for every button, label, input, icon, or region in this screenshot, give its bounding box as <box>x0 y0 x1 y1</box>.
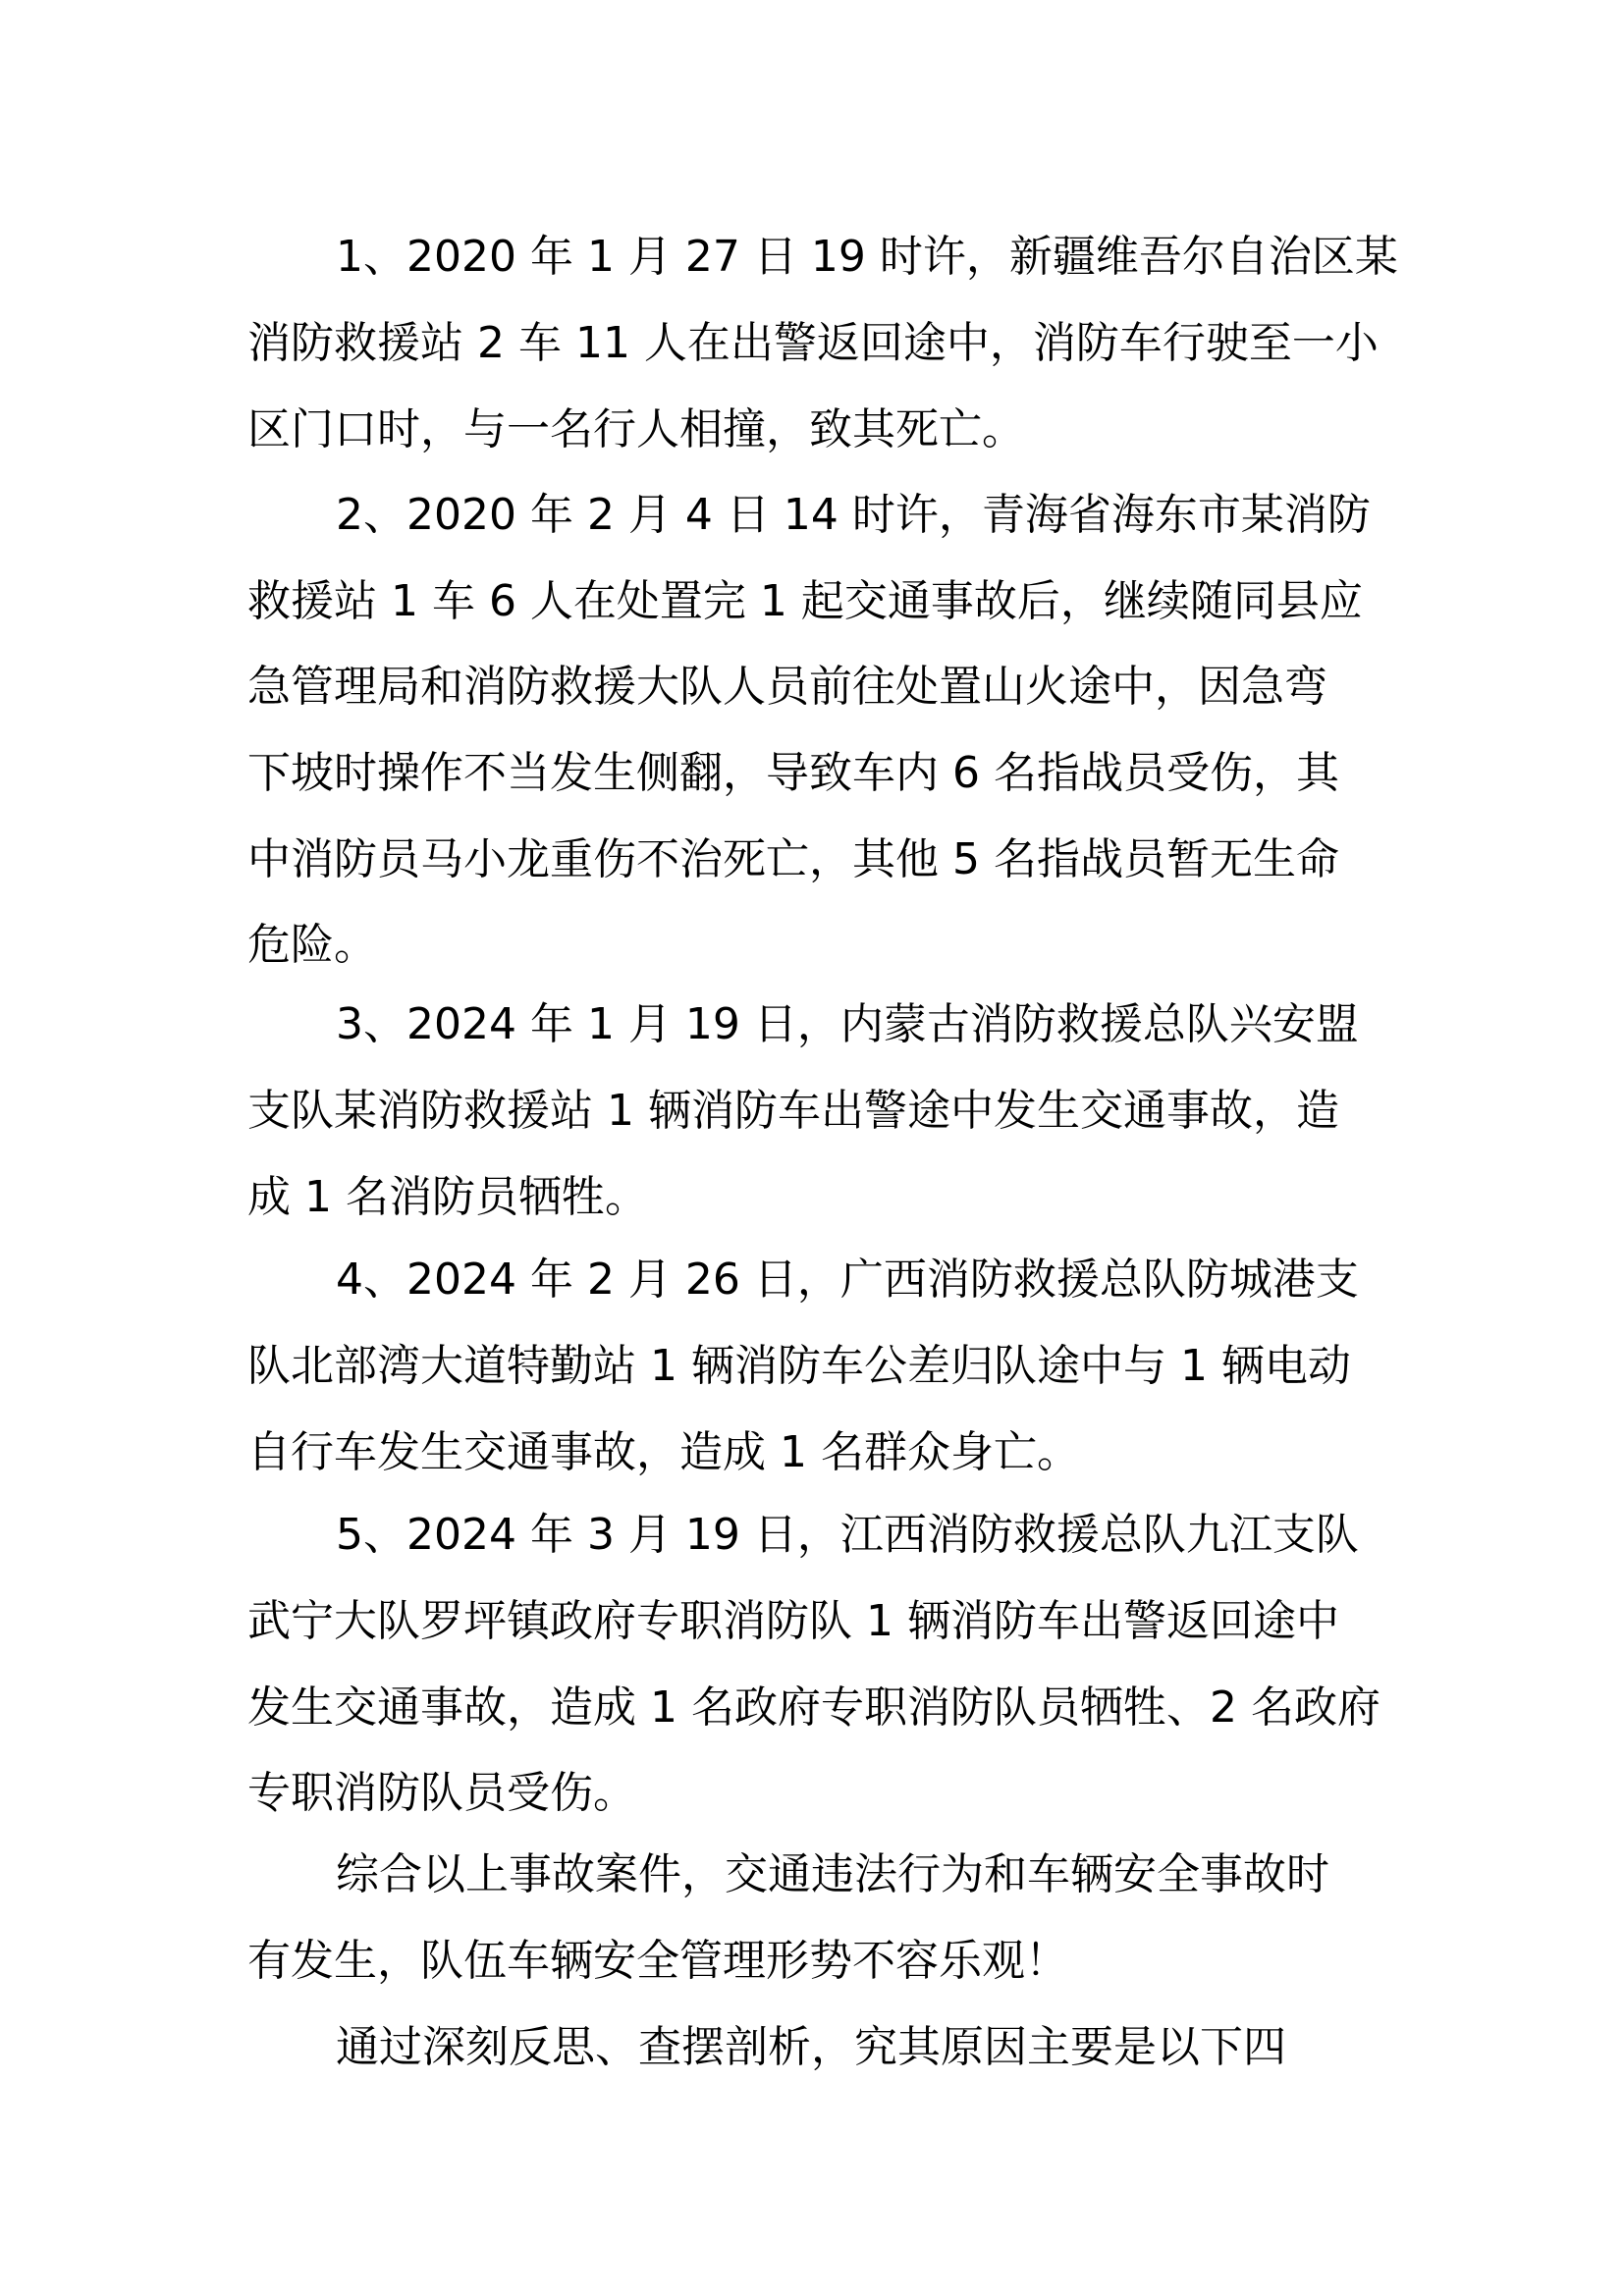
case-2-line-4: 下坡时操作不当发生侧翻，导致车内 6 名指战员受伤，其 <box>247 748 1339 798</box>
case-5-line-1: 5、2024 年 3 月 19 日，江西消防救援总队九江支队 <box>336 1510 1359 1560</box>
case-4-line-2: 队北部湾大道特勤站 1 辆消防车公差归队途中与 1 辆电动 <box>247 1341 1351 1391</box>
analysis-intro-line-1: 通过深刻反思、查摆剖析，究其原因主要是以下四 <box>336 2022 1286 2072</box>
case-2-line-2: 救援站 1 车 6 人在处置完 1 起交通事故后，继续随同县应 <box>247 576 1363 626</box>
summary-line-2: 有发生，队伍车辆安全管理形势不容乐观！ <box>247 1936 1068 1986</box>
case-3-line-1: 3、2024 年 1 月 19 日，内蒙古消防救援总队兴安盟 <box>336 999 1359 1049</box>
case-2-line-5: 中消防员马小龙重伤不治死亡，其他 5 名指战员暂无生命 <box>247 834 1339 884</box>
case-1-line-1: 1、2020 年 1 月 27 日 19 时许，新疆维吾尔自治区某 <box>336 232 1398 282</box>
case-5-line-4: 专职消防队员受伤。 <box>247 1768 636 1818</box>
case-1-line-3: 区门口时，与一名行人相撞，致其死亡。 <box>247 404 1025 454</box>
case-2-line-6: 危险。 <box>247 920 377 970</box>
case-3-line-2: 支队某消防救援站 1 辆消防车出警途中发生交通事故，造 <box>247 1086 1339 1136</box>
case-1-line-2: 消防救援站 2 车 11 人在出警返回途中，消防车行驶至一小 <box>247 318 1379 368</box>
case-2-line-3: 急管理局和消防救援大队人员前往处置山火途中，因急弯 <box>247 662 1327 712</box>
case-5-line-3: 发生交通事故，造成 1 名政府专职消防队员牺牲、2 名政府 <box>247 1682 1380 1733</box>
case-2-line-1: 2、2020 年 2 月 4 日 14 时许，青海省海东市某消防 <box>336 490 1371 540</box>
summary-line-1: 综合以上事故案件，交通违法行为和车辆安全事故时 <box>336 1849 1329 1899</box>
case-5-line-2: 武宁大队罗坪镇政府专职消防队 1 辆消防车出警返回途中 <box>247 1596 1339 1646</box>
case-4-line-3: 自行车发生交通事故，造成 1 名群众身亡。 <box>247 1427 1080 1477</box>
case-4-line-1: 4、2024 年 2 月 26 日，广西消防救援总队防城港支 <box>336 1255 1359 1305</box>
case-3-line-3: 成 1 名消防员牺牲。 <box>247 1172 648 1222</box>
